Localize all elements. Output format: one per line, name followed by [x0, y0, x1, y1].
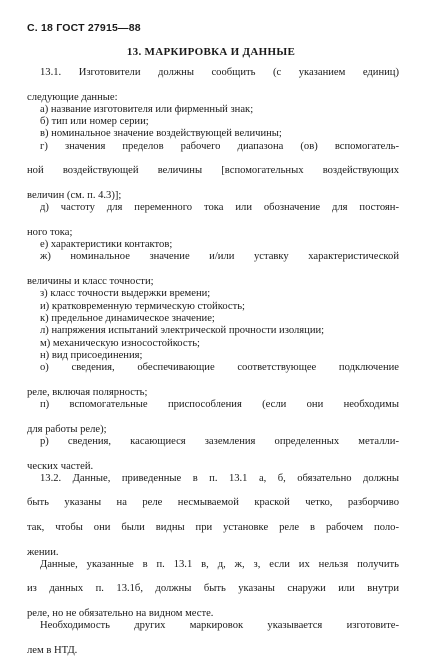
paragraph-13-1-line: 13.1. Изготовители должны сообщить (с указанием единиц) — [40, 67, 399, 78]
paragraph-other-markings-line: лем в НТД. — [27, 644, 78, 656]
list-item-o-cont: реле, включая полярность; — [27, 386, 148, 398]
list-item-v: в) номинальное значение воздействующей величины; — [40, 128, 282, 140]
list-item-a: а) название изготовителя или фирменный знак; — [40, 103, 254, 115]
section-title: 13. МАРКИРОВКА И ДАННЫЕ — [126, 46, 296, 58]
paragraph-13-2-line: быть указаны на реле несмываемой краской четко, разборчиво — [27, 497, 399, 509]
list-item-m: м) механическую износостойкость; — [40, 337, 200, 349]
list-item-z: з) класс точности выдержки времени; — [40, 288, 211, 300]
paragraph-data-line: из данных п. 13.1б, должны быть указаны снаружи или внутри — [27, 583, 399, 595]
list-item-k: к) предельное динамическое значение; — [40, 312, 215, 324]
list-item-zh-cont: величины и класс точности; — [27, 276, 154, 288]
list-item-i: и) кратковременную термическую стойкость; — [40, 300, 245, 312]
list-item-g-cont: величин (см. п. 4.3)]; — [27, 189, 122, 201]
list-item-p: п) вспомогательные приспособления (если они необходимы — [40, 399, 399, 411]
list-item-r: р) сведения, касающиеся заземления определенных металли- — [40, 435, 399, 447]
list-item-zh: ж) номинальное значение и/или уставку характеристической — [40, 251, 399, 263]
list-item-l: л) напряжения испытаний электрической прочности изоляции; — [40, 325, 325, 337]
page-header: С. 18 ГОСТ 27915—88 — [27, 22, 141, 34]
list-item-e: е) характеристики контактов; — [40, 239, 173, 251]
paragraph-13-2-line: 13.2. Данные, приведенные в п. 13.1 а, б, обязательно должны — [40, 472, 399, 484]
list-item-g: г) значения пределов рабочего диапазона (ов) вспомогатель- — [40, 140, 399, 152]
list-item-o: о) сведения, обеспечивающие соответствующее подключение — [40, 362, 399, 374]
section-body — [27, 67, 399, 657]
paragraph-other-markings-line: Необходимость других маркировок указывается изготовите- — [40, 620, 399, 632]
list-item-r-cont: ческих частей. — [27, 460, 94, 472]
list-item-p-cont: для работы реле); — [27, 423, 107, 435]
list-item-n: н) вид присоединения; — [40, 349, 143, 361]
paragraph-13-2-line: так, чтобы они были видны при установке реле в рабочем поло- — [27, 521, 399, 533]
list-item-d: д) частоту для переменного тока или обозначение для постоян- — [40, 202, 399, 214]
list-item-b: б) тип или номер серии; — [40, 116, 149, 128]
paragraph-13-2-line: жении. — [27, 546, 59, 558]
list-item-g-cont: ной воздействующей величины [вспомогательных воздействующих — [27, 165, 399, 177]
paragraph-data-line: Данные, указанные в п. 13.1 в, д, ж, з, если их нельзя получить — [40, 558, 399, 570]
paragraph-data-line: реле, но не обязательно на видном месте. — [27, 608, 214, 620]
paragraph-13-1-line: следующие данные: — [27, 91, 118, 103]
list-item-d-cont: ного тока; — [27, 226, 73, 238]
